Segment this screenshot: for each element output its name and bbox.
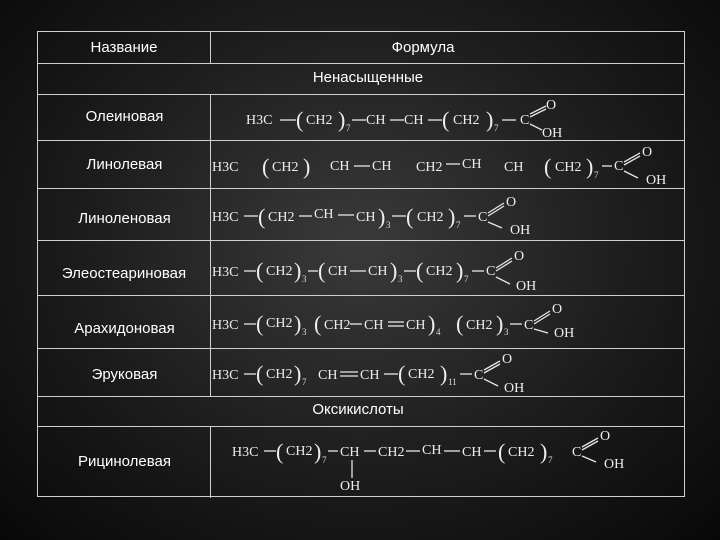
svg-text:C: C: [614, 159, 624, 174]
svg-text:OH: OH: [604, 457, 625, 472]
svg-text:(: (: [498, 439, 506, 464]
row-name-erucic: Эруковая: [91, 366, 158, 383]
svg-text:C: C: [486, 264, 496, 279]
svg-text:3: 3: [302, 274, 307, 284]
svg-text:CH: CH: [462, 157, 482, 172]
svg-text:CH: CH: [360, 368, 380, 383]
svg-text:): ): [496, 311, 504, 336]
svg-text:C: C: [520, 113, 530, 128]
svg-text:): ): [294, 361, 302, 386]
svg-text:11: 11: [448, 377, 457, 387]
header-formula: Формула: [391, 39, 455, 56]
svg-text:): ): [303, 154, 311, 179]
svg-text:CH: CH: [406, 318, 426, 333]
svg-text:CH2: CH2: [272, 160, 299, 175]
svg-text:OH: OH: [504, 381, 525, 396]
svg-text:CH2: CH2: [416, 160, 443, 175]
svg-text:(: (: [276, 439, 284, 464]
svg-text:H3C: H3C: [212, 368, 239, 383]
svg-text:O: O: [642, 145, 653, 160]
svg-text:(: (: [456, 311, 464, 336]
svg-text:): ): [378, 204, 386, 229]
svg-text:CH2: CH2: [453, 113, 480, 128]
formula-ricinoleic: [210, 426, 684, 498]
column-divider: [210, 32, 211, 63]
row-name-linoleic: Линолевая: [86, 156, 163, 173]
svg-text:CH: CH: [340, 445, 360, 460]
svg-text:OH: OH: [542, 126, 563, 140]
svg-text:7: 7: [594, 170, 599, 180]
svg-text:7: 7: [302, 377, 307, 387]
svg-text:C: C: [474, 368, 484, 383]
svg-text:3: 3: [504, 327, 509, 337]
svg-text:H3C: H3C: [232, 445, 259, 460]
svg-text:(: (: [544, 154, 552, 179]
svg-text:): ): [294, 311, 302, 336]
svg-text:(: (: [296, 107, 304, 132]
svg-text:7: 7: [346, 123, 351, 133]
svg-text:(: (: [256, 311, 264, 336]
svg-text:(: (: [416, 258, 424, 283]
svg-text:7: 7: [322, 455, 327, 465]
svg-text:7: 7: [548, 455, 553, 465]
formula-oleic: [210, 94, 684, 140]
svg-text:CH: CH: [366, 113, 386, 128]
svg-text:OH: OH: [516, 279, 537, 294]
svg-text:): ): [440, 361, 448, 386]
svg-text:(: (: [406, 204, 414, 229]
svg-text:CH2: CH2: [466, 318, 493, 333]
svg-text:): ): [338, 107, 346, 132]
svg-text:): ): [456, 258, 464, 283]
svg-text:): ): [294, 258, 302, 283]
svg-text:(: (: [262, 154, 270, 179]
svg-text:O: O: [506, 195, 517, 210]
svg-text:4: 4: [436, 327, 441, 337]
svg-text:): ): [486, 107, 494, 132]
svg-text:CH2: CH2: [324, 318, 351, 333]
svg-text:CH2: CH2: [378, 445, 405, 460]
svg-text:): ): [540, 439, 548, 464]
svg-text:CH: CH: [314, 207, 334, 222]
svg-text:CH2: CH2: [266, 264, 293, 279]
svg-text:): ): [448, 204, 456, 229]
row-divider: [38, 63, 684, 64]
svg-text:(: (: [314, 311, 322, 336]
svg-text:O: O: [514, 249, 525, 264]
header-name: Название: [90, 39, 158, 56]
section-unsaturated: Ненасыщенные: [312, 69, 424, 86]
svg-text:3: 3: [302, 327, 307, 337]
svg-text:): ): [314, 439, 322, 464]
svg-text:CH: CH: [356, 210, 376, 225]
svg-text:CH2: CH2: [408, 367, 435, 382]
svg-text:OH: OH: [554, 326, 575, 341]
svg-text:(: (: [398, 361, 406, 386]
svg-text:H3C: H3C: [212, 318, 239, 333]
svg-text:CH2: CH2: [286, 444, 313, 459]
svg-text:O: O: [546, 98, 557, 113]
svg-text:O: O: [552, 302, 563, 317]
svg-text:(: (: [256, 361, 264, 386]
svg-text:H3C: H3C: [212, 210, 239, 225]
fatty-acids-table: [37, 31, 685, 497]
svg-text:CH: CH: [318, 368, 338, 383]
svg-text:C: C: [572, 445, 582, 460]
svg-text:OH: OH: [646, 173, 667, 188]
svg-text:CH: CH: [330, 159, 350, 174]
svg-text:(: (: [318, 258, 326, 283]
svg-text:H3C: H3C: [212, 160, 239, 175]
svg-text:(: (: [258, 204, 266, 229]
svg-text:CH: CH: [404, 113, 424, 128]
svg-text:CH: CH: [462, 445, 482, 460]
svg-text:OH: OH: [510, 223, 531, 238]
svg-text:3: 3: [398, 274, 403, 284]
svg-text:CH2: CH2: [266, 367, 293, 382]
svg-text:(: (: [442, 107, 450, 132]
formula-eleostearic: [210, 240, 684, 295]
svg-text:7: 7: [456, 220, 461, 230]
svg-text:CH2: CH2: [508, 445, 535, 460]
svg-text:CH: CH: [422, 443, 442, 458]
svg-text:7: 7: [464, 274, 469, 284]
row-name-linolenic: Линоленовая: [78, 210, 171, 227]
svg-text:C: C: [524, 318, 534, 333]
row-name-arachidonic: Арахидоновая: [74, 320, 175, 337]
svg-text:): ): [390, 258, 398, 283]
svg-text:): ): [586, 154, 594, 179]
svg-text:CH2: CH2: [268, 210, 295, 225]
svg-text:CH: CH: [504, 160, 524, 175]
svg-text:3: 3: [386, 220, 391, 230]
svg-text:CH: CH: [364, 318, 384, 333]
section-oxyacids: Оксикислоты: [312, 401, 404, 418]
svg-text:CH2: CH2: [266, 316, 293, 331]
svg-text:H3C: H3C: [212, 265, 239, 280]
row-divider: [38, 396, 684, 397]
formula-linolenic: [210, 188, 684, 240]
formula-arachidonic: [210, 295, 684, 348]
svg-text:CH2: CH2: [426, 264, 453, 279]
row-name-oleic: Олеиновая: [85, 108, 164, 125]
svg-text:C: C: [478, 210, 488, 225]
formula-token: H3C: [246, 113, 273, 128]
row-name-eleostearic: Элеостеариновая: [61, 265, 187, 282]
svg-text:O: O: [502, 352, 513, 367]
svg-text:): ): [428, 311, 436, 336]
svg-text:(: (: [256, 258, 264, 283]
svg-text:CH2: CH2: [555, 160, 582, 175]
svg-text:O: O: [600, 429, 611, 444]
svg-text:CH: CH: [372, 159, 392, 174]
formula-erucic: [210, 348, 684, 396]
svg-text:CH: CH: [328, 264, 348, 279]
formula-linoleic: [210, 140, 684, 188]
svg-text:CH2: CH2: [306, 113, 333, 128]
row-name-ricinoleic: Рицинолевая: [77, 453, 171, 470]
svg-text:CH: CH: [368, 264, 388, 279]
svg-text:CH2: CH2: [417, 210, 444, 225]
svg-text:7: 7: [494, 123, 499, 133]
svg-text:OH: OH: [340, 479, 361, 494]
